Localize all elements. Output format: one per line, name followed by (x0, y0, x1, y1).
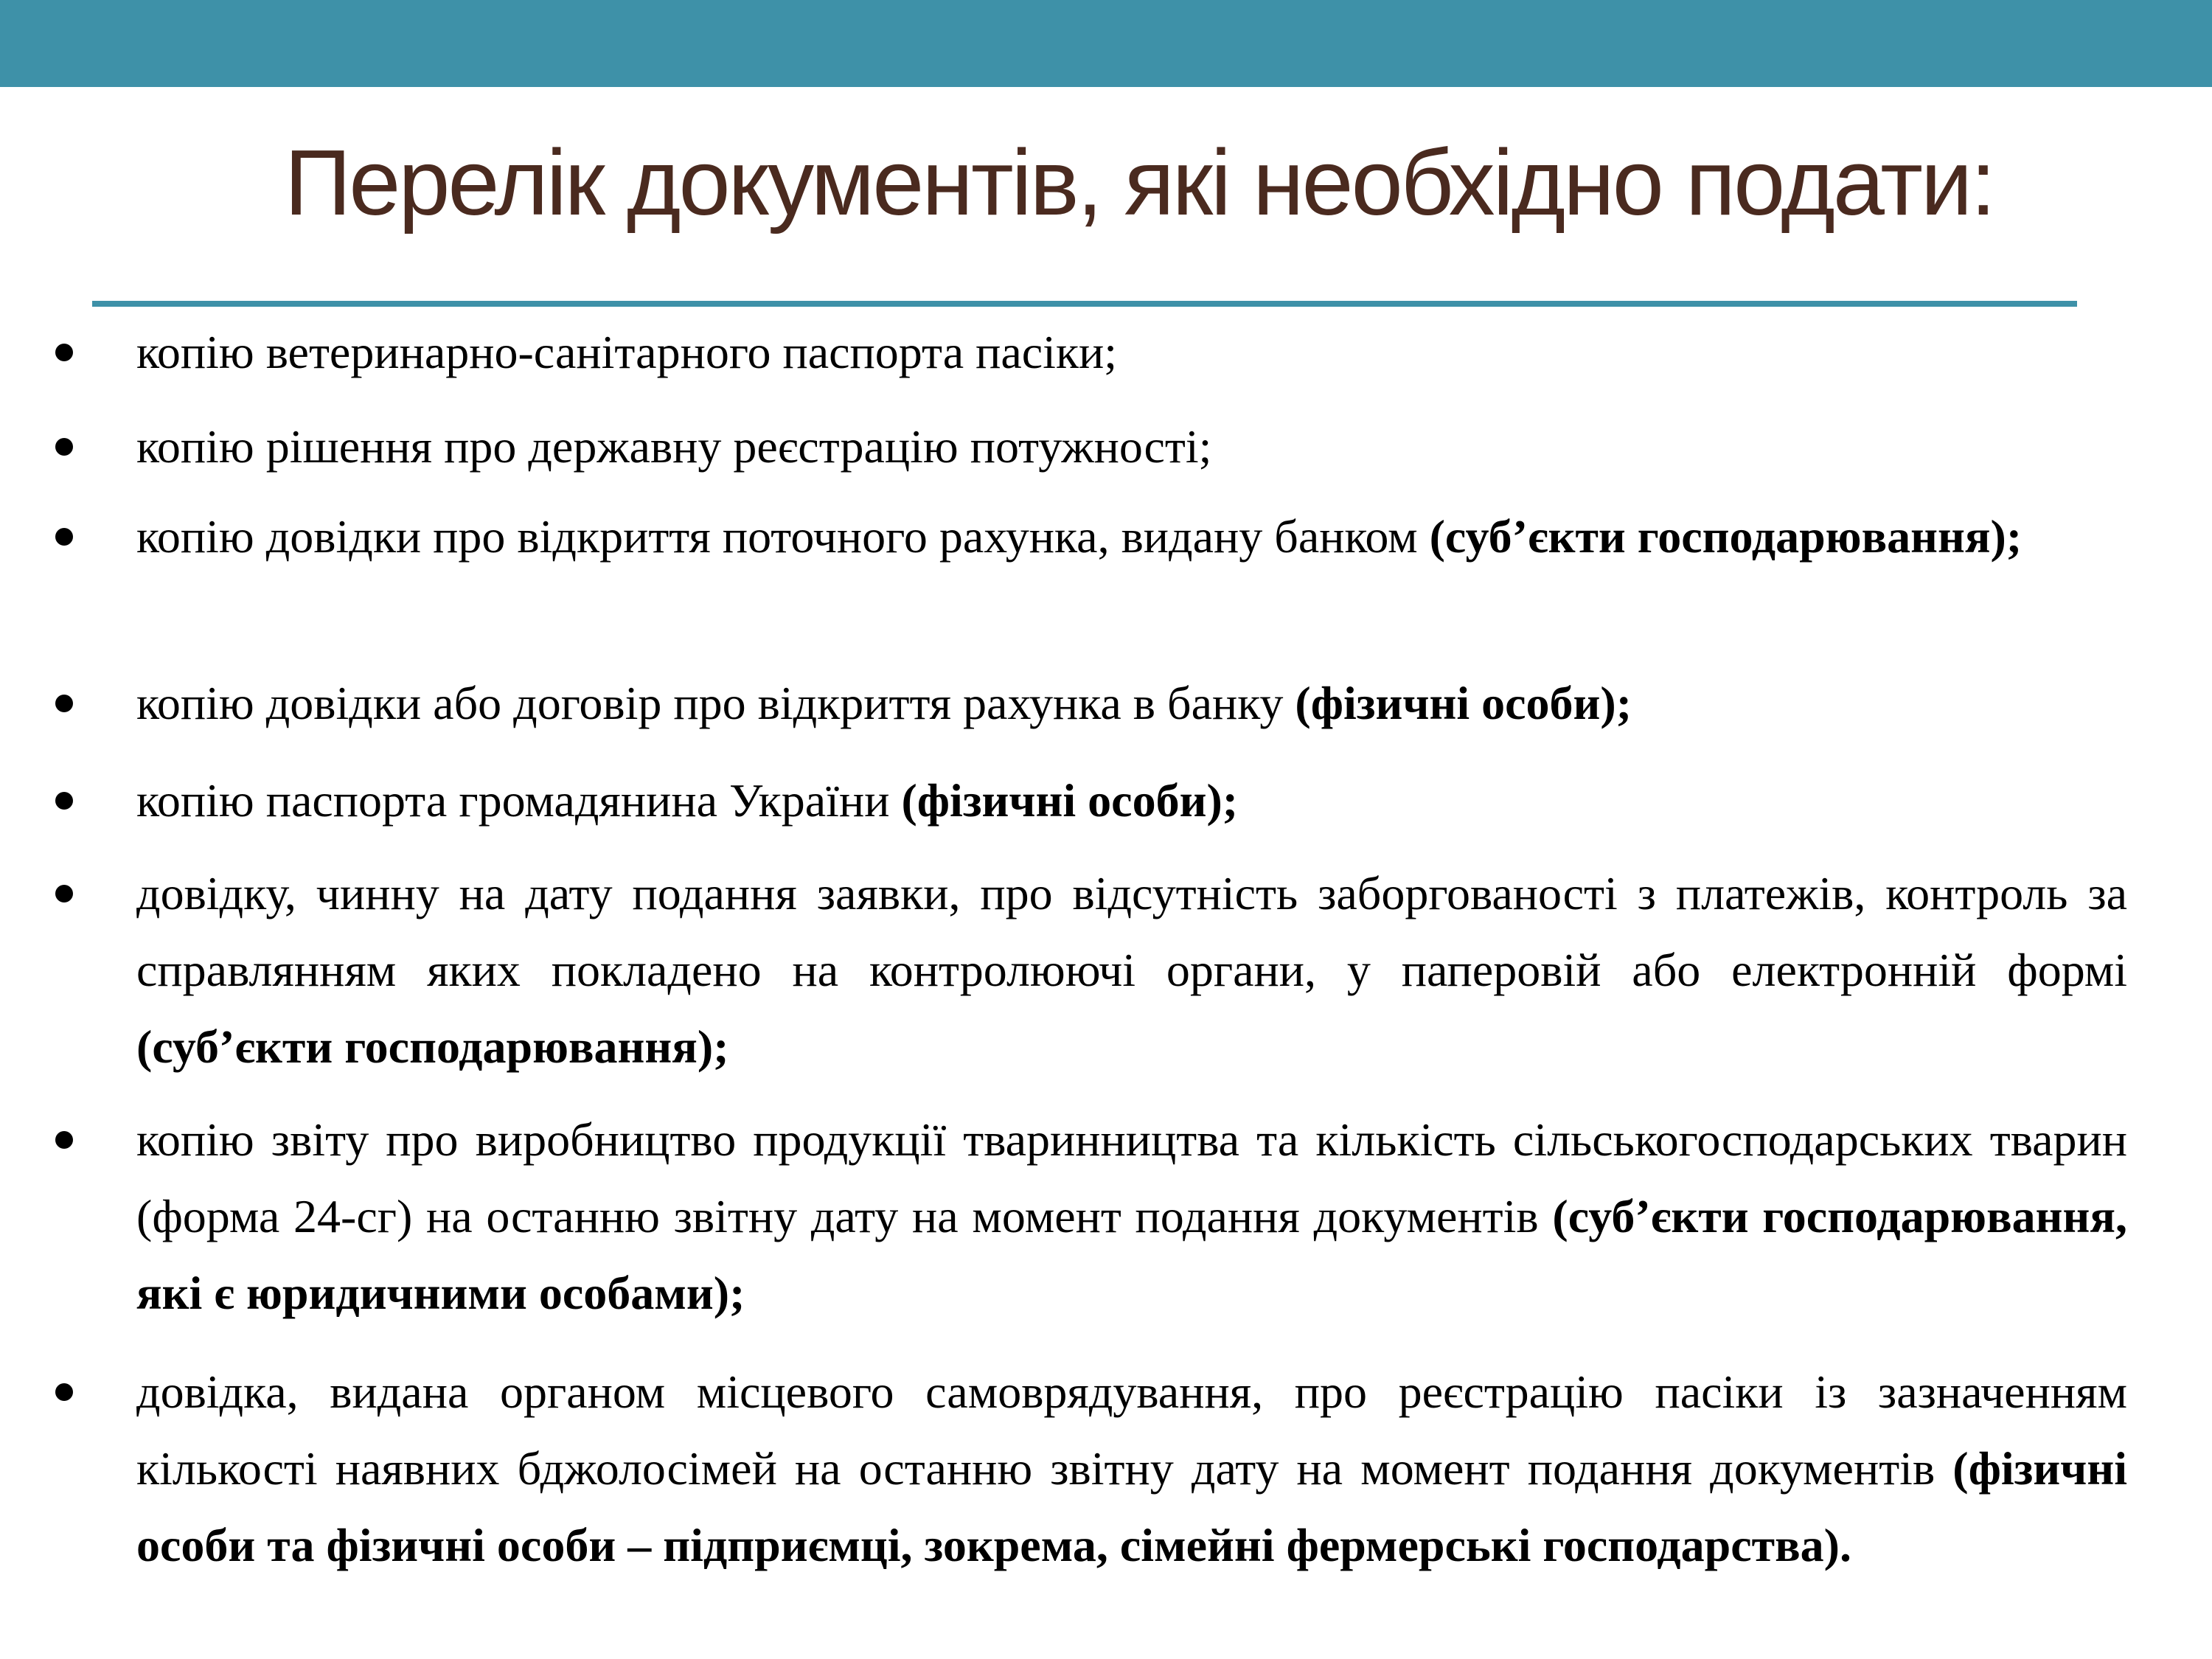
list-item-text: копію звіту про виробництво продукції тваринництва та кількість сільськогосподарських тварин (форма 24-сг) на останню звітну дату на момент подання документів (суб’єкти господарювання, які є юридичними особами); (136, 1113, 2128, 1319)
bullet-icon (55, 528, 73, 546)
list-item-text: копію рішення про державну реєстрацію потужності; (136, 420, 1212, 473)
list-item-text: копію довідки про відкриття поточного рахунка, видану банком (суб’єкти господарювання); (136, 510, 2023, 563)
bullet-icon (55, 1383, 73, 1401)
list-item-text: копію ветеринарно-санітарного паспорта пасіки; (136, 326, 1118, 378)
bullet-icon (55, 438, 73, 456)
list-item-text: довідку, чинну на дату подання заявки, про відсутність заборгованості з платежів, контроль за справлянням яких покладено на контролюючі органи, у паперовій або електронній формі (суб’єкти господарювання); (136, 867, 2127, 1073)
bullet-icon (55, 695, 73, 712)
bullet-icon (55, 792, 73, 810)
bullet-icon (55, 344, 73, 361)
list-item-text: копію довідки або договір про відкриття рахунка в банку (фізичні особи); (136, 677, 1632, 729)
slide-title: Перелік документів, які необхідно подати: (284, 131, 1994, 234)
bullet-icon (55, 1131, 73, 1149)
list-item-text: довідка, видана органом місцевого самоврядування, про реєстрацію пасіки із зазначенням кількості наявних бджолосімей на останню звітну дату на момент подання документів (фізичні особи та фізичні особи – підприємці, зокрема, сімейні фермерські господарства). (136, 1366, 2127, 1571)
bullet-icon (55, 885, 73, 902)
list-item-text: копію паспорта громадянина України (фізичні особи); (136, 774, 1239, 827)
